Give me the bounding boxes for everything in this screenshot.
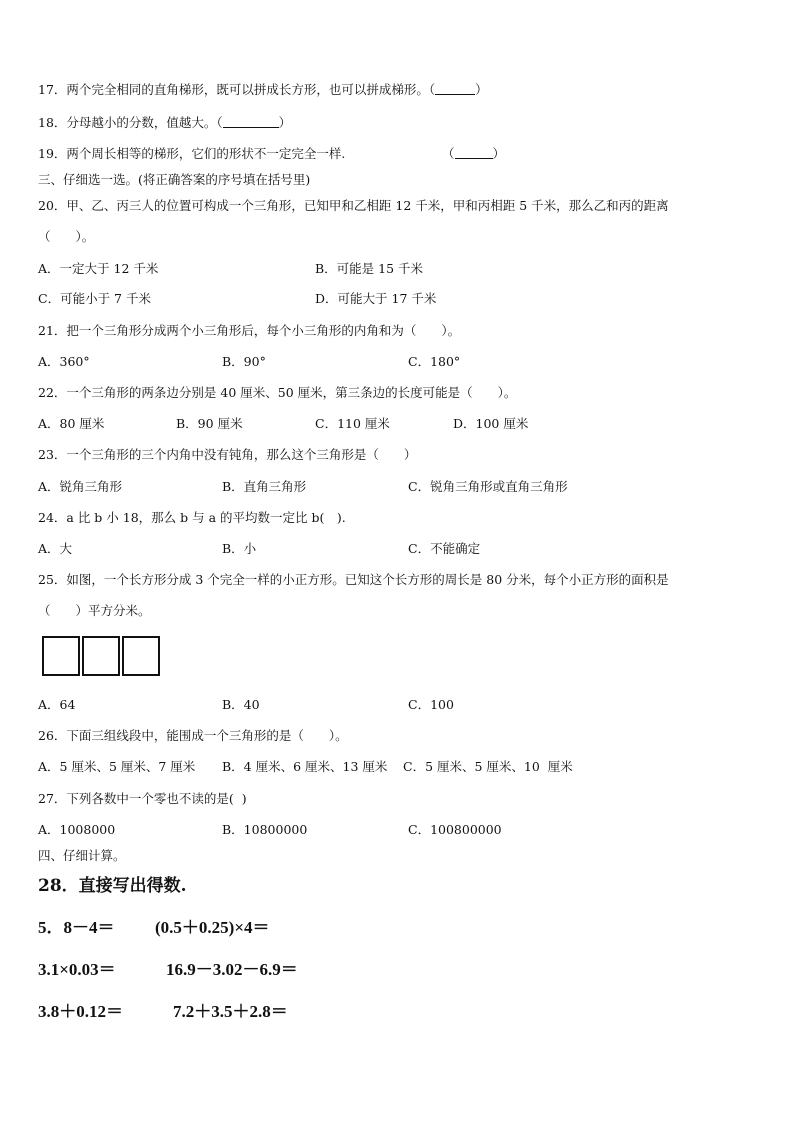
option-b[interactable]: B．90° — [222, 354, 266, 369]
option-c[interactable]: C．100800000 — [408, 822, 502, 837]
question-20-cont: （ ）。 — [38, 229, 95, 244]
question-21-text: 21．把一个三角形分成两个小三角形后，每个小三角形的内角和为（ ）。 — [38, 323, 461, 338]
option-d[interactable]: D．100 厘米 — [453, 416, 529, 431]
option-b[interactable]: B．40 — [222, 697, 260, 712]
option-c[interactable]: C．180° — [408, 354, 461, 369]
option-c[interactable]: C．不能确定 — [408, 541, 481, 556]
option-b[interactable]: B．90 厘米 — [176, 416, 243, 431]
calc-item: 3.8＋0.12＝ — [38, 1002, 123, 1021]
paren-close: ） — [475, 82, 488, 97]
paren-close: ） — [278, 115, 292, 130]
calc-item: (0.5＋0.25)×4＝ — [155, 918, 270, 937]
paren-close: ） — [492, 146, 506, 161]
option-a[interactable]: A．一定大于 12 千米 — [38, 261, 159, 276]
question-19-text: 19．两个周长相等的梯形，它们的形状不一定完全一样. — [38, 146, 346, 161]
square-3 — [122, 636, 160, 676]
paren-open: （ — [442, 146, 455, 161]
question-18-text: 18．分母越小的分数，值越大。（ — [38, 115, 223, 130]
option-c[interactable]: C．可能小于 7 千米 — [38, 291, 151, 306]
option-c[interactable]: C．100 — [408, 697, 454, 712]
option-c[interactable]: C．锐角三角形或直角三角形 — [408, 479, 568, 494]
option-b[interactable]: B．可能是 15 千米 — [315, 261, 424, 276]
question-27-text: 27．下列各数中一个零也不读的是( ) — [38, 791, 247, 806]
question-17 — [38, 82, 488, 98]
calc-item: 5．8－4＝ — [38, 918, 115, 937]
option-b[interactable]: B．4 厘米、6 厘米、13 厘米 — [222, 759, 388, 774]
question-19-answer — [442, 146, 505, 162]
question-20-text: 20．甲、乙、丙三人的位置可构成一个三角形，已知甲和乙相距 12 千米，甲和丙相距 5 千米，那么乙和丙的距离 — [38, 198, 669, 213]
option-b[interactable]: B．直角三角形 — [222, 479, 307, 494]
square-1 — [42, 636, 80, 676]
question-17-text: 17．两个完全相同的直角梯形，既可以拼成长方形，也可以拼成梯形。（ — [38, 82, 436, 97]
option-b[interactable]: B．小 — [222, 541, 257, 556]
calc-item: 16.9－3.02－6.9＝ — [166, 960, 298, 979]
question-22-text: 22．一个三角形的两条边分别是 40 厘米、50 厘米，第三条边的长度可能是（ ）。 — [38, 385, 517, 400]
calc-item: 7.2＋3.5＋2.8＝ — [173, 1002, 288, 1021]
question-19 — [38, 146, 345, 162]
option-a[interactable]: A．1008000 — [38, 822, 116, 837]
question-25-cont: （ ）平方分米。 — [38, 603, 151, 618]
square-2 — [82, 636, 120, 676]
question-23-text: 23．一个三角形的三个内角中没有钝角，那么这个三角形是（ ） — [38, 447, 417, 462]
option-c[interactable]: C．5 厘米、5 厘米、10 厘米 — [403, 759, 573, 774]
option-a[interactable]: A．360° — [38, 354, 90, 369]
section-heading-calc: 四、仔细计算。 — [38, 848, 126, 863]
question-26-text: 26．下面三组线段中，能围成一个三角形的是（ ）。 — [38, 728, 348, 743]
question-28-text: 28．直接写出得数. — [38, 876, 187, 896]
option-a[interactable]: A．5 厘米、5 厘米、7 厘米 — [38, 759, 196, 774]
option-d[interactable]: D．可能大于 17 千米 — [315, 291, 437, 306]
answer-blank[interactable] — [223, 115, 279, 128]
option-b[interactable]: B．10800000 — [222, 822, 308, 837]
question-25-text: 25．如图，一个长方形分成 3 个完全一样的小正方形。已知这个长方形的周长是 80 分米，每个小正方形的面积是 — [38, 572, 669, 587]
question-18 — [38, 115, 291, 131]
option-a[interactable]: A．80 厘米 — [38, 416, 105, 431]
answer-blank[interactable] — [435, 82, 475, 95]
option-a[interactable]: A．大 — [38, 541, 73, 556]
option-a[interactable]: A．锐角三角形 — [38, 479, 123, 494]
question-24-text: 24．a 比 b 小 18，那么 b 与 a 的平均数一定比 b( ). — [38, 510, 346, 525]
answer-blank[interactable] — [455, 146, 493, 159]
option-a[interactable]: A．64 — [38, 697, 76, 712]
section-heading-choice: 三、仔细选一选。(将正确答案的序号填在括号里) — [38, 172, 311, 187]
calc-item: 3.1×0.03＝ — [38, 960, 116, 979]
option-c[interactable]: C．110 厘米 — [315, 416, 390, 431]
